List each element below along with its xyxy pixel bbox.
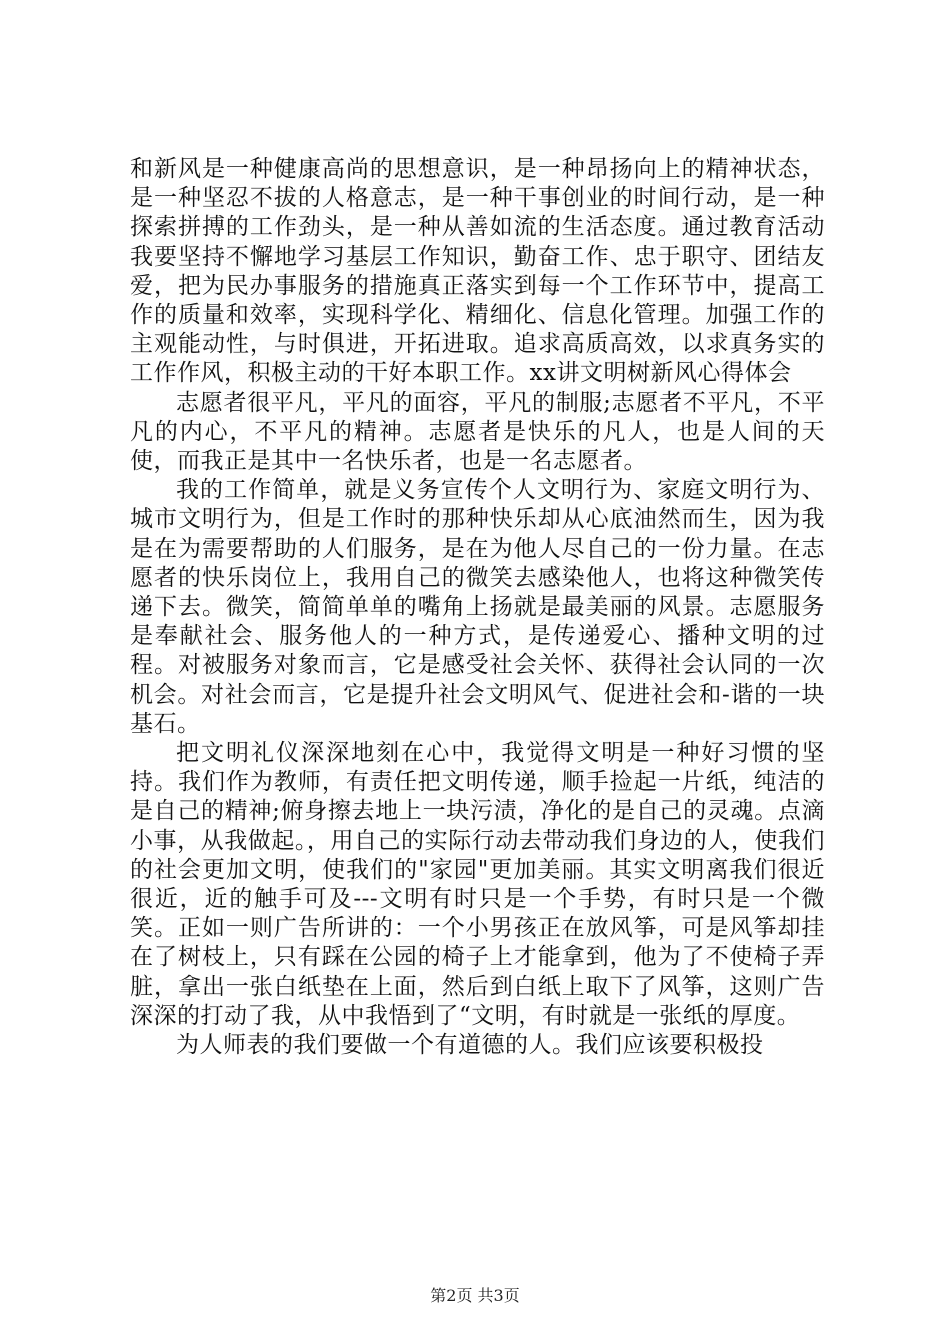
paragraph-work: 我的工作简单，就是义务宣传个人文明行为、家庭文明行为、城市文明行为，但是工作时的那种快乐却从心底油然而生，因为我是在为需要帮助的人们服务，是在为他人尽自己的一份力量。在志愿者的快乐岗位上，我用自己的微笑去感染他人，也将这种微笑传递下去。微笑，简简单单的嘴角上扬就是最美丽的风景。志愿服务是奉献社会、服务他人的一种方式，是传递爱心、播种文明的过程。对被服务对象而言，它是感受社会关怀、获得社会认同的一次机会。对社会而言，它是提升社会文明风气、促进社会和-谐的一块基石。 [130, 477, 825, 737]
paragraph-continued: 和新风是一种健康高尚的思想意识，是一种昂扬向上的精神状态，是一种坚忍不拔的人格意志，是一种干事创业的时间行动，是一种探索拼搏的工作劲头，是一种从善如流的生活态度。通过教育活动我要坚持不懈地学习基层工作知识，勤奋工作、忠于职守、团结友爱，把为民办事服务的措施真正落实到每一个工作环节中，提高工作的质量和效率，实现科学化、精细化、信息化管理。加强工作的主观能动性，与时俱进，开拓进取。追求高质高效，以求真务实的工作作风，积极主动的干好本职工作。xx讲文明树新风心得体会 [130, 156, 825, 387]
paragraph-volunteer: 志愿者很平凡，平凡的面容，平凡的制服;志愿者不平凡，不平凡的内心，不平凡的精神。志愿者是快乐的凡人，也是人间的天使，而我正是其中一名快乐者，也是一名志愿者。 [130, 389, 825, 475]
paragraph-etiquette: 把文明礼仪深深地刻在心中，我觉得文明是一种好习惯的坚持。我们作为教师，有责任把文明传递，顺手捡起一片纸，纯洁的是自己的精神;俯身擦去地上一块污渍，净化的是自己的灵魂。点滴小事，从我做起。，用自己的实际行动去带动我们身边的人，使我们的社会更加文明，使我们的"家园"更加美丽。其实文明离我们很近很近，近的触手可及---文明有时只是一个手势，有时只是一个微笑。正如一则广告所讲的：一个小男孩正在放风筝，可是风筝却挂在了树枝上，只有踩在公园的椅子上才能拿到，他为了不使椅子弄脏，拿出一张白纸垫在上面，然后到白纸上取下了风筝，这则广告深深的打动了我，从中我悟到了“文明，有时就是一张纸的厚度。 [130, 740, 825, 1029]
paragraph-teacher: 为人师表的我们要做一个有道德的人。我们应该要积极投 [176, 1032, 764, 1059]
document-body [130, 155, 825, 1060]
page-footer: 第2页 共3页 [430, 1286, 520, 1305]
